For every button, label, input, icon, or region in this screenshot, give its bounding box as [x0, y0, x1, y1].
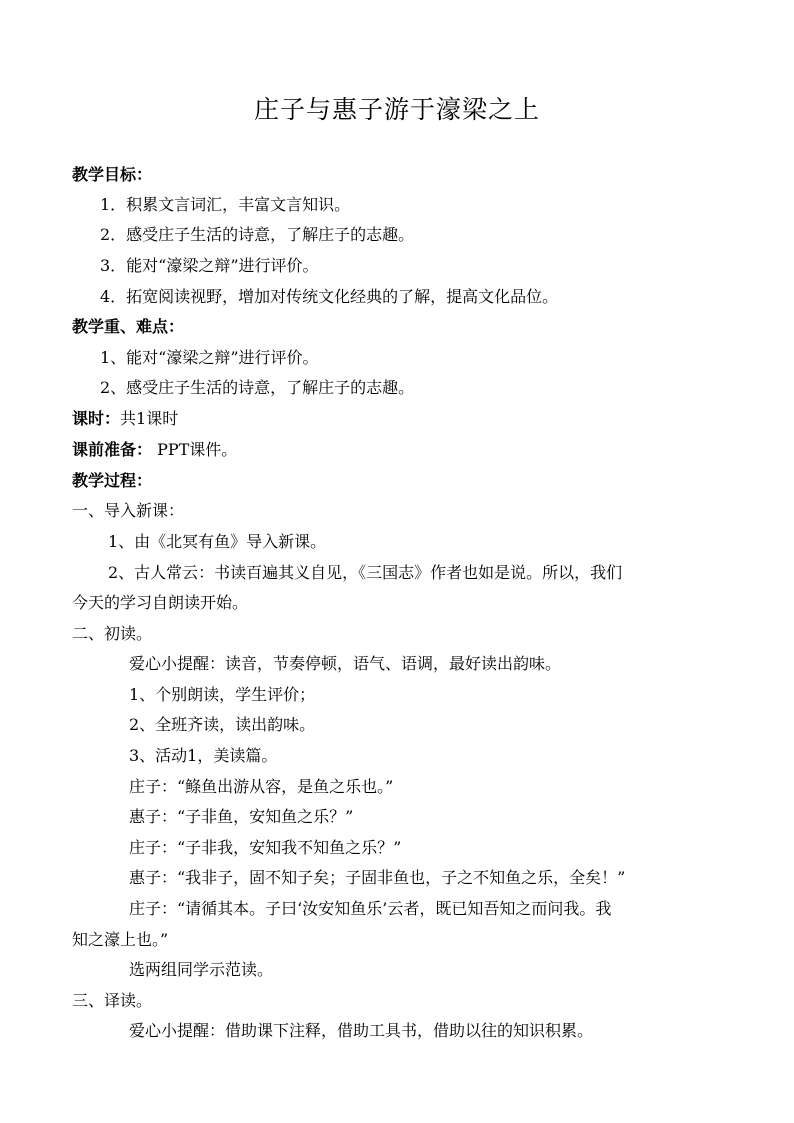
demo-instruction: 选两组同学示范读。	[129, 960, 274, 979]
class-hours-line	[72, 407, 178, 431]
section-item: 1、个别朗读，学生评价；	[129, 685, 316, 704]
key-point-item: 1、能对“濠梁之辩”进行评价。	[100, 348, 319, 367]
dialogue-line: 庄子：“鲦鱼出游从容，是鱼之乐也。”	[129, 777, 394, 796]
dialogue-line: 惠子：“子非鱼，安知鱼之乐？”	[129, 807, 354, 826]
section-item: 2、古人常云：书读百遍其义自见，《三国志》作者也如是说。所以，我们	[108, 563, 623, 582]
reading-tip: 爱心小提醒：读音，节奏停顿，语气、语调，最好读出韵味。	[129, 654, 562, 673]
class-hours-value: 共1课时	[120, 409, 179, 428]
preparation-label: 课前准备：	[72, 440, 153, 459]
section-heading: 三、译读。	[72, 991, 153, 1010]
objective-item: 4．拓宽阅读视野，增加对传统文化经典的了解，提高文化品位。	[100, 287, 559, 306]
process-heading: 教学过程：	[72, 471, 153, 490]
section-item: 3、活动1，美读篇。	[129, 746, 278, 765]
objective-item: 3．能对“濠梁之辩”进行评价。	[100, 256, 319, 275]
objective-item: 1．积累文言词汇，丰富文言知识。	[100, 195, 351, 214]
dialogue-continuation: 知之濠上也。”	[72, 930, 169, 949]
key-point-item: 2、感受庄子生活的诗意，了解庄子的志趣。	[100, 378, 415, 397]
section-heading: 一、导入新课：	[72, 501, 185, 520]
objective-item: 2．感受庄子生活的诗意，了解庄子的志趣。	[100, 225, 415, 244]
reading-tip: 爱心小提醒：借助课下注释，借助工具书，借助以往的知识积累。	[129, 1021, 594, 1040]
preparation-line	[72, 438, 237, 462]
objectives-heading: 教学目标：	[72, 165, 153, 184]
section-item: 2、全班齐读，读出韵味。	[129, 715, 316, 734]
section-item: 1、由《北冥有鱼》导入新课。	[108, 532, 327, 551]
dialogue-line: 庄子：“请循其本。子曰‘汝安知鱼乐’云者，既已知吾知之而问我。我	[129, 899, 612, 918]
dialogue-line: 惠子：“我非子，固不知子矣；子固非鱼也，子之不知鱼之乐，全矣！”	[129, 868, 626, 887]
page-title: 庄子与惠子游于濠梁之上	[253, 95, 540, 124]
key-points-heading: 教学重、难点：	[72, 317, 185, 336]
section-item-continuation: 今天的学习自朗读开始。	[72, 593, 249, 612]
class-hours-label: 课时：	[72, 409, 121, 428]
section-heading: 二、初读。	[72, 624, 153, 643]
preparation-value: PPT课件。	[152, 440, 238, 459]
dialogue-line: 庄子：“子非我，安知我不知鱼之乐？”	[129, 838, 402, 857]
